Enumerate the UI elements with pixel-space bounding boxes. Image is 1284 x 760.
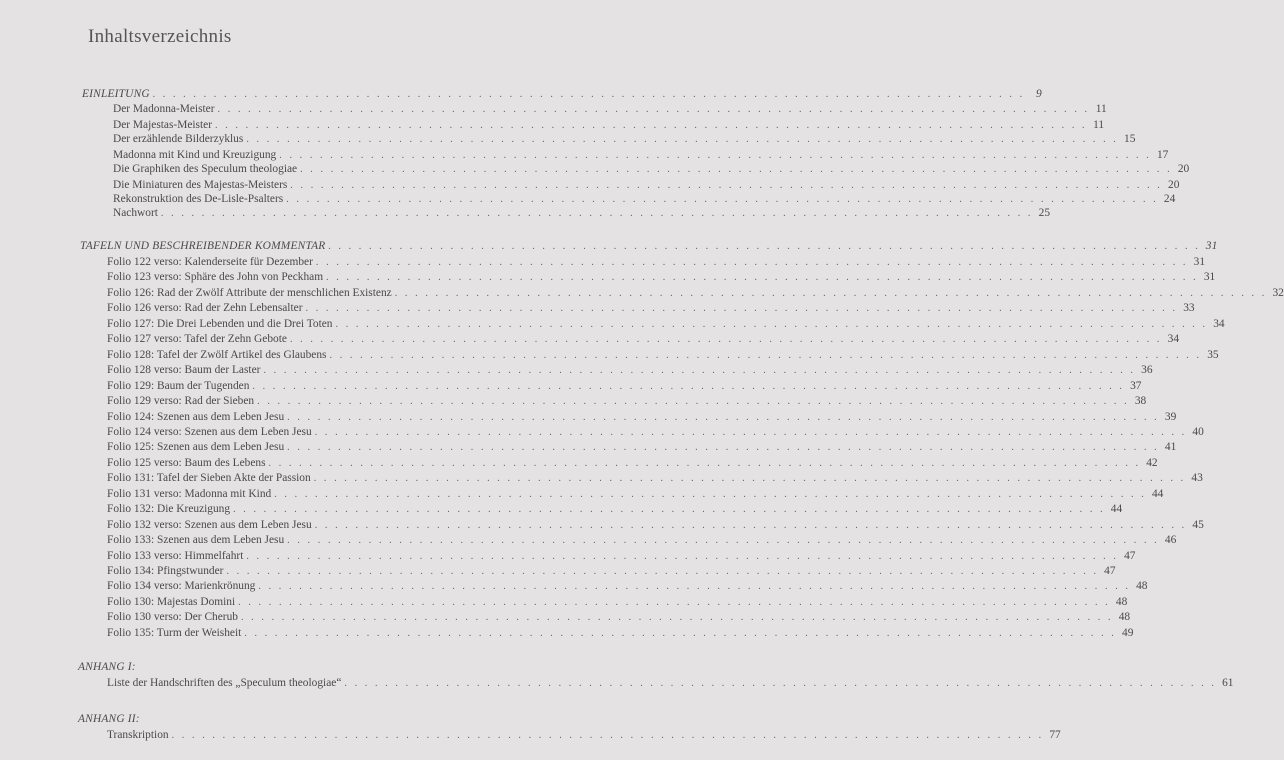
toc-page-number: 40 <box>1192 426 1204 438</box>
dot-leader: . . . . . . . . . . . . . . . . . . . . . . . . . . . . . . . . . . . . . . . . . . . . . . . . . . . . . . . . . . . . . . . . . . . . . . . . . . . . . . . . . . . . . . <box>217 104 1090 115</box>
dot-leader: . . . . . . . . . . . . . . . . . . . . . . . . . . . . . . . . . . . . . . . . . . . . . . . . . . . . . . . . . . . . . . . . . . . . . . . . . . . . . . . . . . . . . . <box>257 396 1130 407</box>
toc-entry <box>107 548 1136 564</box>
toc-entry-title: Folio 122 verso: Kalenderseite für Dezember <box>107 256 313 268</box>
dot-leader: . . . . . . . . . . . . . . . . . . . . . . . . . . . . . . . . . . . . . . . . . . . . . . . . . . . . . . . . . . . . . . . . . . . . . . . . . . . . . . . . . . . . . . <box>305 303 1178 314</box>
toc-page-number: 31 <box>1205 240 1218 252</box>
toc-entry <box>107 254 1206 270</box>
toc-page-number: 43 <box>1191 472 1203 484</box>
toc-page-number: 32 <box>1272 287 1284 299</box>
toc-page-number: 44 <box>1151 488 1164 500</box>
toc-entry-title: Folio 129 verso: Rad der Sieben <box>107 395 255 407</box>
toc-entry <box>107 675 1234 691</box>
toc-entry-title: Folio 130 verso: Der Cherub <box>107 611 238 623</box>
toc-entry <box>107 424 1204 440</box>
toc-entry <box>107 625 1134 641</box>
toc-entry <box>107 362 1153 378</box>
toc-page-number: 36 <box>1141 364 1153 376</box>
toc-page-number: 39 <box>1164 411 1177 423</box>
toc-entry-title: Folio 131 verso: Madonna mit Kind <box>107 488 272 500</box>
toc-entry-title: Transkription <box>107 729 169 741</box>
dot-leader: . . . . . . . . . . . . . . . . . . . . . . . . . . . . . . . . . . . . . . . . . . . . . . . . . . . . . . . . . . . . . . . . . . . . . . . . . . . . . . . . . . . . . . <box>300 164 1173 175</box>
toc-entry-title: Folio 126: Rad der Zwölf Attribute der menschlichen Existenz <box>107 287 392 299</box>
toc-entry-title: Folio 134 verso: Marienkrönung <box>107 580 256 592</box>
toc-entry-title: Folio 133: Szenen aus dem Leben Jesu <box>107 534 285 546</box>
toc-entry-title: Folio 129: Baum der Tugenden <box>107 380 250 392</box>
toc-page-number: 31 <box>1203 271 1216 283</box>
toc-entry-title: Der Majestas-Meister <box>113 119 213 131</box>
toc-entry <box>107 578 1148 594</box>
dot-leader: . . . . . . . . . . . . . . . . . . . . . . . . . . . . . . . . . . . . . . . . . . . . . . . . . . . . . . . . . . . . . . . . . . . . . . . . . . . . . . . . . . . . . . <box>313 473 1186 484</box>
toc-entry <box>107 285 1284 301</box>
toc-page-number: 45 <box>1192 519 1204 531</box>
toc-page-number: 42 <box>1146 457 1158 469</box>
toc-entry <box>107 532 1177 548</box>
dot-leader: . . . . . . . . . . . . . . . . . . . . . . . . . . . . . . . . . . . . . . . . . . . . . . . . . . . . . . . . . . . . . . . . . . . . . . . . . . . . . . . . . . . . . . <box>244 628 1117 639</box>
toc-entry-title: Folio 135: Turm der Weisheit <box>107 627 242 639</box>
dot-leader: . . . . . . . . . . . . . . . . . . . . . . . . . . . . . . . . . . . . . . . . . . . . . . . . . . . . . . . . . . . . . . . . . . . . . . . . . . . . . . . . . . . . . . <box>329 350 1202 361</box>
toc-entry-title: TAFELN UND BESCHREIBENDER KOMMENTAR <box>80 240 326 252</box>
dot-leader: . . . . . . . . . . . . . . . . . . . . . . . . . . . . . . . . . . . . . . . . . . . . . . . . . . . . . . . . . . . . . . . . . . . . . . . . . . . . . . . . . . . . . . <box>287 442 1160 453</box>
toc-entry <box>107 378 1142 394</box>
toc-entry-title: Folio 131: Tafel der Sieben Akte der Passion <box>107 472 311 484</box>
toc-page-number: 49 <box>1122 627 1134 639</box>
toc-entry-title: Die Graphiken des Speculum theologiae <box>113 163 298 175</box>
dot-leader: . . . . . . . . . . . . . . . . . . . . . . . . . . . . . . . . . . . . . . . . . . . . . . . . . . . . . . . . . . . . . . . . . . . . . . . . . . . . . . . . . . . . . . <box>314 520 1187 531</box>
dot-leader: . . . . . . . . . . . . . . . . . . . . . . . . . . . . . . . . . . . . . . . . . . . . . . . . . . . . . . . . . . . . . . . . . . . . . . . . . . . . . . . . . . . . . . <box>314 427 1187 438</box>
toc-page-number: 33 <box>1183 302 1195 314</box>
dot-leader: . . . . . . . . . . . . . . . . . . . . . . . . . . . . . . . . . . . . . . . . . . . . . . . . . . . . . . . . . . . . . . . . . . . . . . . . . . . . . . . . . . . . . . <box>233 504 1106 515</box>
toc-entry-title: Folio 124: Szenen aus dem Leben Jesu <box>107 411 285 423</box>
dot-leader: . . . . . . . . . . . . . . . . . . . . . . . . . . . . . . . . . . . . . . . . . . . . . . . . . . . . . . . . . . . . . . . . . . . . . . . . . . . . . . . . . . . . . . <box>226 566 1099 577</box>
toc-entry-title: ANHANG I: <box>78 661 136 673</box>
toc-entry-title: Folio 132 verso: Szenen aus dem Leben Jesu <box>107 519 312 531</box>
toc-entry-title: Folio 126 verso: Rad der Zehn Lebensalter <box>107 302 303 314</box>
toc-page-number: 34 <box>1167 333 1180 345</box>
toc-section-heading <box>82 86 1042 102</box>
toc-page-number: 47 <box>1104 565 1116 577</box>
toc-entry-title: Folio 125: Szenen aus dem Leben Jesu <box>107 441 285 453</box>
toc-entry <box>107 393 1147 409</box>
dot-leader: . . . . . . . . . . . . . . . . . . . . . . . . . . . . . . . . . . . . . . . . . . . . . . . . . . . . . . . . . . . . . . . . . . . . . . . . . . . . . . . . . . . . . . <box>160 208 1034 219</box>
toc-section-heading <box>80 238 1218 254</box>
toc-entry <box>107 347 1219 363</box>
dot-leader: . . . . . . . . . . . . . . . . . . . . . . . . . . . . . . . . . . . . . . . . . . . . . . . . . . . . . . . . . . . . . . . . . . . . . . . . . . . . . . . . . . . . . . <box>287 412 1160 423</box>
dot-leader: . . . . . . . . . . . . . . . . . . . . . . . . . . . . . . . . . . . . . . . . . . . . . . . . . . . . . . . . . . . . . . . . . . . . . . . . . . . . . . . . . . . . . . <box>268 458 1141 469</box>
toc-page-number: 47 <box>1124 550 1136 562</box>
toc-entry <box>113 101 1107 117</box>
toc-entry <box>107 727 1061 743</box>
dot-leader: . . . . . . . . . . . . . . . . . . . . . . . . . . . . . . . . . . . . . . . . . . . . . . . . . . . . . . . . . . . . . . . . . . . . . . . . . . . . . . . . . . . . . . <box>215 120 1088 131</box>
toc-entry-title: Der erzählende Bilderzyklus <box>113 133 244 145</box>
toc-page-number: 11 <box>1093 119 1105 131</box>
dot-leader: . . . . . . . . . . . . . . . . . . . . . . . . . . . . . . . . . . . . . . . . . . . . . . . . . . . . . . . . . . . . . . . . . . . . . . . . . . . . . . . . . . . . . . <box>286 194 1159 205</box>
toc-page-number: 48 <box>1115 596 1128 608</box>
toc-page-number: 20 <box>1168 179 1180 191</box>
toc-page-number: 25 <box>1038 207 1051 219</box>
toc-page-number: 35 <box>1207 349 1219 361</box>
dot-leader: . . . . . . . . . . . . . . . . . . . . . . . . . . . . . . . . . . . . . . . . . . . . . . . . . . . . . . . . . . . . . . . . . . . . . . . . . . . . . . . . . . . . . . <box>394 288 1267 299</box>
dot-leader: . . . . . . . . . . . . . . . . . . . . . . . . . . . . . . . . . . . . . . . . . . . . . . . . . . . . . . . . . . . . . . . . . . . . . . . . . . . . . . . . . . . . . . <box>240 612 1114 623</box>
dot-leader: . . . . . . . . . . . . . . . . . . . . . . . . . . . . . . . . . . . . . . . . . . . . . . . . . . . . . . . . . . . . . . . . . . . . . . . . . . . . . . . . . . . . . . <box>263 365 1136 376</box>
toc-entry-title: Folio 127: Die Drei Lebenden und die Drei Toten <box>107 318 333 330</box>
toc-page-number: 48 <box>1118 611 1131 623</box>
toc-entry <box>107 563 1116 579</box>
toc-entry <box>107 300 1195 316</box>
toc-entry-title: Folio 125 verso: Baum des Lebens <box>107 457 266 469</box>
toc-entry-title: Folio 127 verso: Tafel der Zehn Gebote <box>107 333 287 345</box>
toc-entry <box>107 517 1204 533</box>
toc-entry-title: ANHANG II: <box>78 713 140 725</box>
dot-leader: . . . . . . . . . . . . . . . . . . . . . . . . . . . . . . . . . . . . . . . . . . . . . . . . . . . . . . . . . . . . . . . . . . . . . . . . . . . . . . . . . . . . . . <box>258 581 1131 592</box>
toc-page-number: 37 <box>1130 380 1142 392</box>
toc-entry-title: Folio 134: Pfingstwunder <box>107 565 224 577</box>
toc-page-number: 20 <box>1177 163 1190 175</box>
toc-entry-title: Folio 132: Die Kreuzigung <box>107 503 231 515</box>
toc-entry-title: EINLEITUNG <box>82 88 150 100</box>
toc-page-number: 34 <box>1213 318 1225 330</box>
toc-page-number: 9 <box>1036 88 1042 100</box>
dot-leader: . . . . . . . . . . . . . . . . . . . . . . . . . . . . . . . . . . . . . . . . . . . . . . . . . . . . . . . . . . . . . . . . . . . . . . . . . . . . . . . . . . . . . . <box>287 535 1160 546</box>
dot-leader: . . . . . . . . . . . . . . . . . . . . . . . . . . . . . . . . . . . . . . . . . . . . . . . . . . . . . . . . . . . . . . . . . . . . . . . . . . . . . . . . . . . . . . <box>274 489 1147 500</box>
toc-entry <box>107 486 1164 502</box>
toc-entry-title: Liste der Handschriften des „Speculum theologiae“ <box>107 677 342 689</box>
toc-page-number: 31 <box>1193 256 1206 268</box>
toc-section-heading <box>78 711 555 727</box>
toc-page-number: 61 <box>1222 677 1234 689</box>
dot-leader: . . . . . . . . . . . . . . . . . . . . . . . . . . . . . . . . . . . . . . . . . . . . . . . . . . . . . . . . . . . . . . . . . . . . . . . . . . . . . . . . . . . . . . <box>279 150 1152 161</box>
toc-entry-title: Folio 128: Tafel der Zwölf Artikel des Glaubens <box>107 349 327 361</box>
toc-entry <box>107 409 1177 425</box>
dot-leader: . . . . . . . . . . . . . . . . . . . . . . . . . . . . . . . . . . . . . . . . . . . . . . . . . . . . . . . . . . . . . . . . . . . . . . . . . . . . . . . . . . . . . . <box>252 381 1125 392</box>
toc-entry-title: Madonna mit Kind und Kreuzigung <box>113 149 277 161</box>
toc-entry-title: Folio 123 verso: Sphäre des John von Peckham <box>107 271 324 283</box>
toc-entry <box>107 470 1203 486</box>
toc-page-number: 44 <box>1110 503 1123 515</box>
page-title: Inhaltsverzeichnis <box>88 26 232 47</box>
toc-page-number: 11 <box>1095 103 1107 115</box>
toc-page-number: 38 <box>1134 395 1147 407</box>
toc-page-number: 48 <box>1136 580 1148 592</box>
toc-entry-title: Rekonstruktion des De-Lisle-Psalters <box>113 193 284 205</box>
dot-leader: . . . . . . . . . . . . . . . . . . . . . . . . . . . . . . . . . . . . . . . . . . . . . . . . . . . . . . . . . . . . . . . . . . . . . . . . . . . . . . . . . . . . . . <box>328 241 1201 252</box>
toc-entry <box>107 316 1225 332</box>
toc-entry <box>107 439 1177 455</box>
toc-entry-title: Folio 130: Majestas Domini <box>107 596 236 608</box>
toc-entry <box>107 594 1128 610</box>
dot-leader: . . . . . . . . . . . . . . . . . . . . . . . . . . . . . . . . . . . . . . . . . . . . . . . . . . . . . . . . . . . . . . . . . . . . . . . . . . . . . . . . . . . . . . <box>246 551 1119 562</box>
toc-entry-title: Folio 133 verso: Himmelfahrt <box>107 550 244 562</box>
toc-entry <box>113 205 1051 221</box>
dot-leader: . . . . . . . . . . . . . . . . . . . . . . . . . . . . . . . . . . . . . . . . . . . . . . . . . . . . . . . . . . . . . . . . . . . . . . . . . . . . . . . . . . . . . . <box>246 134 1119 145</box>
dot-leader: . . . . . . . . . . . . . . . . . . . . . . . . . . . . . . . . . . . . . . . . . . . . . . . . . . . . . . . . . . . . . . . . . . . . . . . . . . . . . . . . . . . . . . <box>238 597 1111 608</box>
dot-leader: . . . . . . . . . . . . . . . . . . . . . . . . . . . . . . . . . . . . . . . . . . . . . . . . . . . . . . . . . . . . . . . . . . . . . . . . . . . . . . . . . . . . . . <box>315 257 1189 268</box>
dot-leader: . . . . . . . . . . . . . . . . . . . . . . . . . . . . . . . . . . . . . . . . . . . . . . . . . . . . . . . . . . . . . . . . . . . . . . . . . . . . . . . . . . . . . . <box>171 730 1044 741</box>
toc-entry-title: Folio 124 verso: Szenen aus dem Leben Jesu <box>107 426 312 438</box>
dot-leader: . . . . . . . . . . . . . . . . . . . . . . . . . . . . . . . . . . . . . . . . . . . . . . . . . . . . . . . . . . . . . . . . . . . . . . . . . . . . . . . . . . . . . . <box>326 272 1199 283</box>
toc-entry <box>113 161 1190 177</box>
toc-entry <box>107 501 1123 517</box>
toc-entry <box>113 131 1136 147</box>
dot-leader: . . . . . . . . . . . . . . . . . . . . . . . . . . . . . . . . . . . . . . . . . . . . . . . . . . . . . . . . . . . . . . . . . . . . . . . . . . . . . . . . . . . . . . <box>289 334 1163 345</box>
dot-leader: . . . . . . . . . . . . . . . . . . . . . . . . . . . . . . . . . . . . . . . . . . . . . . . . . . . . . . . . . . . . . . . . . . . . . . . . . . . . . . . . . . . . . . <box>344 678 1217 689</box>
toc-page-number: 41 <box>1164 441 1177 453</box>
toc-entry-title: Die Miniaturen des Majestas-Meisters <box>113 179 288 191</box>
toc-page-number: 24 <box>1163 193 1176 205</box>
toc-section-heading <box>78 659 555 675</box>
toc-page-number: 77 <box>1049 729 1061 741</box>
toc-entry <box>107 609 1131 625</box>
toc-entry <box>107 269 1216 285</box>
toc-entry <box>107 331 1180 347</box>
toc-page-number: 46 <box>1164 534 1177 546</box>
toc-entry-title: Folio 128 verso: Baum der Laster <box>107 364 261 376</box>
dot-leader: . . . . . . . . . . . . . . . . . . . . . . . . . . . . . . . . . . . . . . . . . . . . . . . . . . . . . . . . . . . . . . . . . . . . . . . . . . . . . . . . . . . . . . <box>152 89 1025 100</box>
dot-leader: . . . . . . . . . . . . . . . . . . . . . . . . . . . . . . . . . . . . . . . . . . . . . . . . . . . . . . . . . . . . . . . . . . . . . . . . . . . . . . . . . . . . . . <box>290 180 1163 191</box>
toc-entry <box>107 455 1158 471</box>
toc-entry-title: Nachwort <box>113 207 158 219</box>
toc-entry-title: Der Madonna-Meister <box>113 103 215 115</box>
toc-page-number: 17 <box>1156 149 1169 161</box>
dot-leader: . . . . . . . . . . . . . . . . . . . . . . . . . . . . . . . . . . . . . . . . . . . . . . . . . . . . . . . . . . . . . . . . . . . . . . . . . . . . . . . . . . . . . . <box>335 319 1208 330</box>
toc-page-number: 15 <box>1124 133 1136 145</box>
